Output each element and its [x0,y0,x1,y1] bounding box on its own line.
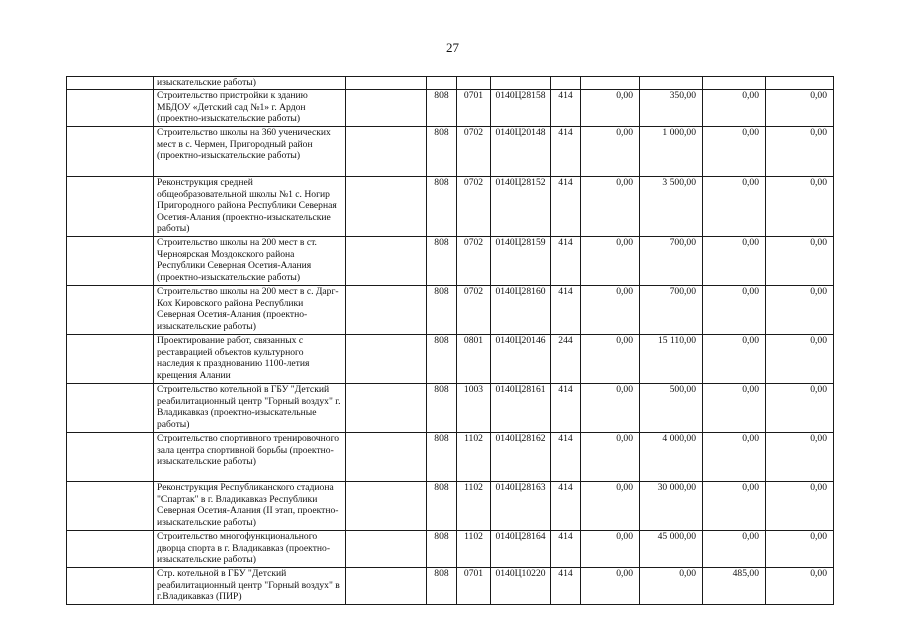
target-article-cell: 0140Ц20146 [491,335,551,384]
expense-type-cell: 244 [551,335,581,384]
target-article-cell [491,77,551,90]
grbs-cell [427,77,457,90]
item-name-cell: Проектирование работ, связанных с реставрацией объектов культурного наследия к празднованию 1100-летия крещения Алании [154,335,346,384]
table-row [67,335,834,384]
table-row [67,568,834,605]
expense-type-cell: 414 [551,286,581,335]
empty-cell [346,568,427,605]
item-name-cell: Строительство школы на 200 мест в ст. Черноярская Моздокского района Республики Северная Осетия-Алания (проектно-изыскательские работы) [154,237,346,286]
empty-cell [67,127,154,177]
amount-col1-cell: 0,00 [581,568,640,605]
empty-cell [346,77,427,90]
section-cell: 0702 [457,286,491,335]
empty-cell [346,482,427,531]
amount-col3-cell: 0,00 [703,177,766,237]
item-name-cell: Строительство спортивного тренировочного зала центра спортивной борьбы (проектно-изыскательские работы) [154,433,346,482]
target-article-cell: 0140Ц28161 [491,384,551,433]
expense-type-cell: 414 [551,384,581,433]
amount-col2-cell: 45 000,00 [640,531,703,568]
grbs-cell: 808 [427,482,457,531]
amount-col3-cell: 485,00 [703,568,766,605]
amount-col4-cell: 0,00 [766,568,834,605]
amount-col3-cell: 0,00 [703,482,766,531]
amount-col2-cell: 15 110,00 [640,335,703,384]
item-name-cell: Строительство котельной в ГБУ "Детский реабилитационный центр "Горный воздух" г. Владикавказ (проектно-изыскательные работы) [154,384,346,433]
amount-col2-cell [640,77,703,90]
amount-col2-cell: 0,00 [640,568,703,605]
target-article-cell: 0140Ц28162 [491,433,551,482]
grbs-cell: 808 [427,384,457,433]
grbs-cell: 808 [427,127,457,177]
section-cell: 0701 [457,90,491,127]
table-row [67,177,834,237]
item-name-cell: Строительство пристройки к зданию МБДОУ «Детский сад №1» г. Ардон (проектно-изыскательские работы) [154,90,346,127]
amount-col4-cell: 0,00 [766,531,834,568]
table-body [67,77,834,605]
expense-type-cell: 414 [551,127,581,177]
table-row [67,433,834,482]
expense-type-cell: 414 [551,531,581,568]
expense-type-cell: 414 [551,90,581,127]
section-cell: 0702 [457,127,491,177]
empty-cell [346,335,427,384]
amount-col1-cell: 0,00 [581,127,640,177]
empty-cell [67,286,154,335]
empty-cell [67,482,154,531]
table-row [67,90,834,127]
amount-col2-cell: 500,00 [640,384,703,433]
empty-cell [67,531,154,568]
target-article-cell: 0140Ц20148 [491,127,551,177]
amount-col3-cell: 0,00 [703,286,766,335]
expense-type-cell: 414 [551,237,581,286]
amount-col1-cell: 0,00 [581,286,640,335]
target-article-cell: 0140Ц28164 [491,531,551,568]
target-article-cell: 0140Ц28163 [491,482,551,531]
amount-col4-cell: 0,00 [766,237,834,286]
target-article-cell: 0140Ц28152 [491,177,551,237]
section-cell [457,77,491,90]
amount-col2-cell: 4 000,00 [640,433,703,482]
item-name-cell: Реконструкция средней общеобразовательной школы №1 с. Ногир Пригородного района Республики Северная Осетия-Алания (проектно-изыскательские работы) [154,177,346,237]
empty-cell [67,90,154,127]
empty-cell [67,335,154,384]
table-row [67,286,834,335]
empty-cell [346,127,427,177]
item-name-cell: Строительство школы на 360 ученических мест в с. Чермен, Пригородный район (проектно-изыскательские работы) [154,127,346,177]
amount-col3-cell: 0,00 [703,335,766,384]
empty-cell [67,177,154,237]
amount-col3-cell: 0,00 [703,90,766,127]
empty-cell [346,384,427,433]
section-cell: 0801 [457,335,491,384]
empty-cell [346,531,427,568]
expense-type-cell: 414 [551,177,581,237]
empty-cell [346,433,427,482]
expense-type-cell: 414 [551,433,581,482]
amount-col3-cell: 0,00 [703,127,766,177]
amount-col1-cell: 0,00 [581,433,640,482]
grbs-cell: 808 [427,90,457,127]
budget-table [66,76,834,605]
empty-cell [346,286,427,335]
grbs-cell: 808 [427,568,457,605]
target-article-cell: 0140Ц28159 [491,237,551,286]
grbs-cell: 808 [427,286,457,335]
empty-cell [67,384,154,433]
item-name-cell: Строительство школы на 200 мест в с. Дарг-Кох Кировского района Республики Северная Осетия-Алания (проектно-изыскательские работы) [154,286,346,335]
expense-type-cell: 414 [551,482,581,531]
amount-col1-cell: 0,00 [581,531,640,568]
expense-type-cell [551,77,581,90]
empty-cell [346,177,427,237]
amount-col1-cell: 0,00 [581,384,640,433]
target-article-cell: 0140Ц10220 [491,568,551,605]
empty-cell [346,90,427,127]
amount-col1-cell: 0,00 [581,335,640,384]
amount-col3-cell: 0,00 [703,237,766,286]
amount-col1-cell: 0,00 [581,90,640,127]
page-number: 27 [446,40,459,55]
amount-col1-cell [581,77,640,90]
amount-col3-cell: 0,00 [703,384,766,433]
amount-col4-cell [766,77,834,90]
amount-col4-cell: 0,00 [766,335,834,384]
section-cell: 1003 [457,384,491,433]
empty-cell [67,568,154,605]
amount-col4-cell: 0,00 [766,127,834,177]
section-cell: 0701 [457,568,491,605]
amount-col1-cell: 0,00 [581,237,640,286]
amount-col4-cell: 0,00 [766,177,834,237]
empty-cell [67,237,154,286]
section-cell: 0702 [457,177,491,237]
table-row [67,482,834,531]
amount-col2-cell: 1 000,00 [640,127,703,177]
amount-col4-cell: 0,00 [766,286,834,335]
table-row [67,384,834,433]
amount-col4-cell: 0,00 [766,433,834,482]
amount-col3-cell [703,77,766,90]
amount-col4-cell: 0,00 [766,384,834,433]
table-row [67,237,834,286]
amount-col1-cell: 0,00 [581,177,640,237]
section-cell: 1102 [457,433,491,482]
amount-col2-cell: 700,00 [640,237,703,286]
section-cell: 1102 [457,531,491,568]
amount-col3-cell: 0,00 [703,433,766,482]
table-row [67,127,834,177]
grbs-cell: 808 [427,335,457,384]
grbs-cell: 808 [427,237,457,286]
amount-col4-cell: 0,00 [766,90,834,127]
amount-col4-cell: 0,00 [766,482,834,531]
grbs-cell: 808 [427,531,457,568]
amount-col1-cell: 0,00 [581,482,640,531]
amount-col3-cell: 0,00 [703,531,766,568]
amount-col2-cell: 700,00 [640,286,703,335]
expense-type-cell: 414 [551,568,581,605]
empty-cell [346,237,427,286]
amount-col2-cell: 3 500,00 [640,177,703,237]
grbs-cell: 808 [427,433,457,482]
table-row [67,77,834,90]
target-article-cell: 0140Ц28158 [491,90,551,127]
table-row [67,531,834,568]
item-name-cell: изыскательские работы) [154,77,346,90]
empty-cell [67,433,154,482]
amount-col2-cell: 30 000,00 [640,482,703,531]
grbs-cell: 808 [427,177,457,237]
amount-col2-cell: 350,00 [640,90,703,127]
section-cell: 1102 [457,482,491,531]
empty-cell [67,77,154,90]
target-article-cell: 0140Ц28160 [491,286,551,335]
item-name-cell: Строительство многофункционального дворца спорта в г. Владикавказ (проектно-изыскательские работы) [154,531,346,568]
item-name-cell: Стр. котельной в ГБУ "Детский реабилитационный центр "Горный воздух" в г.Владикавказ (ПИР) [154,568,346,605]
section-cell: 0702 [457,237,491,286]
item-name-cell: Реконструкция Республиканского стадиона "Спартак" в г. Владикавказ Республики Северная Осетия-Алания (II этап, проектно-изыскательские работы) [154,482,346,531]
